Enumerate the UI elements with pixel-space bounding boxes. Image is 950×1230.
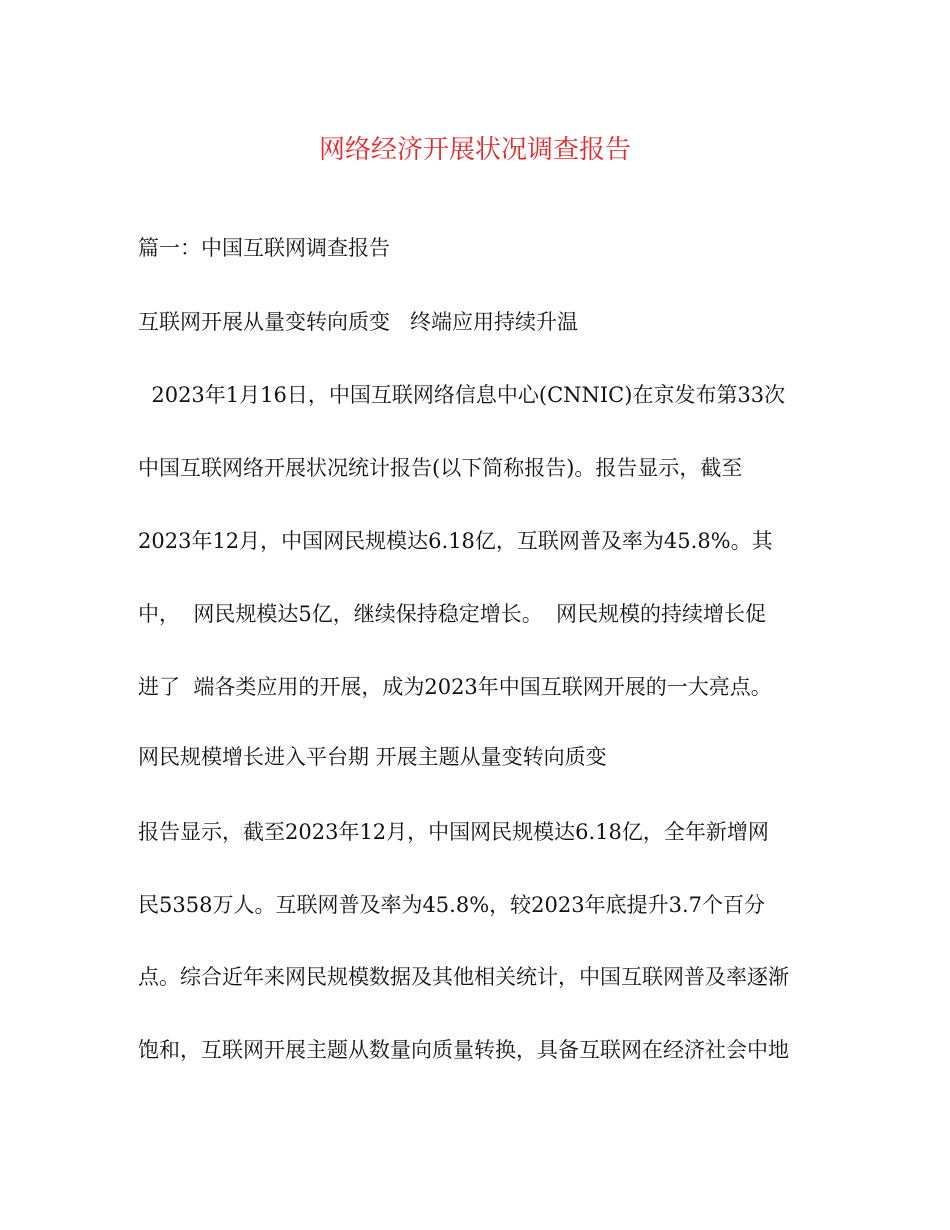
paragraph-line: 民5358万人。互联网普及率为45.8%，较2023年底提升3.7个百分: [138, 893, 765, 917]
paragraph-line: 2023年1月16日，中国互联网络信息中心(CNNIC)在京发布第33次: [138, 383, 786, 407]
paragraph-line: 2023年12月，中国网民规模达6.18亿，互联网普及率为45.8%。其: [138, 529, 773, 553]
section-heading: 篇一：中国互联网调查报告: [138, 236, 390, 260]
sub-heading: 网民规模增长进入平台期 开展主题从量变转向质变: [138, 745, 607, 769]
paragraph-line: 报告显示，截至2023年12月，中国网民规模达6.18亿，全年新增网: [138, 820, 769, 844]
paragraph-line: 中国互联网络开展状况统计报告(以下简称报告)。报告显示，截至: [138, 456, 743, 480]
paragraph-line: 中， 网民规模达5亿，继续保持稳定增长。 网民规模的持续增长促: [138, 602, 767, 626]
paragraph-line: 饱和，互联网开展主题从数量向质量转换，具备互联网在经济社会中地: [138, 1038, 789, 1062]
sub-heading: 互联网开展从量变转向质变 终端应用持续升温: [138, 310, 579, 334]
paragraph-line: 点。综合近年来网民规模数据及其他相关统计，中国互联网普及率逐渐: [138, 965, 789, 989]
document-title: 网络经济开展状况调查报告: [318, 135, 631, 165]
paragraph-line: 进了 端各类应用的开展，成为2023年中国互联网开展的一大亮点。: [138, 675, 772, 699]
